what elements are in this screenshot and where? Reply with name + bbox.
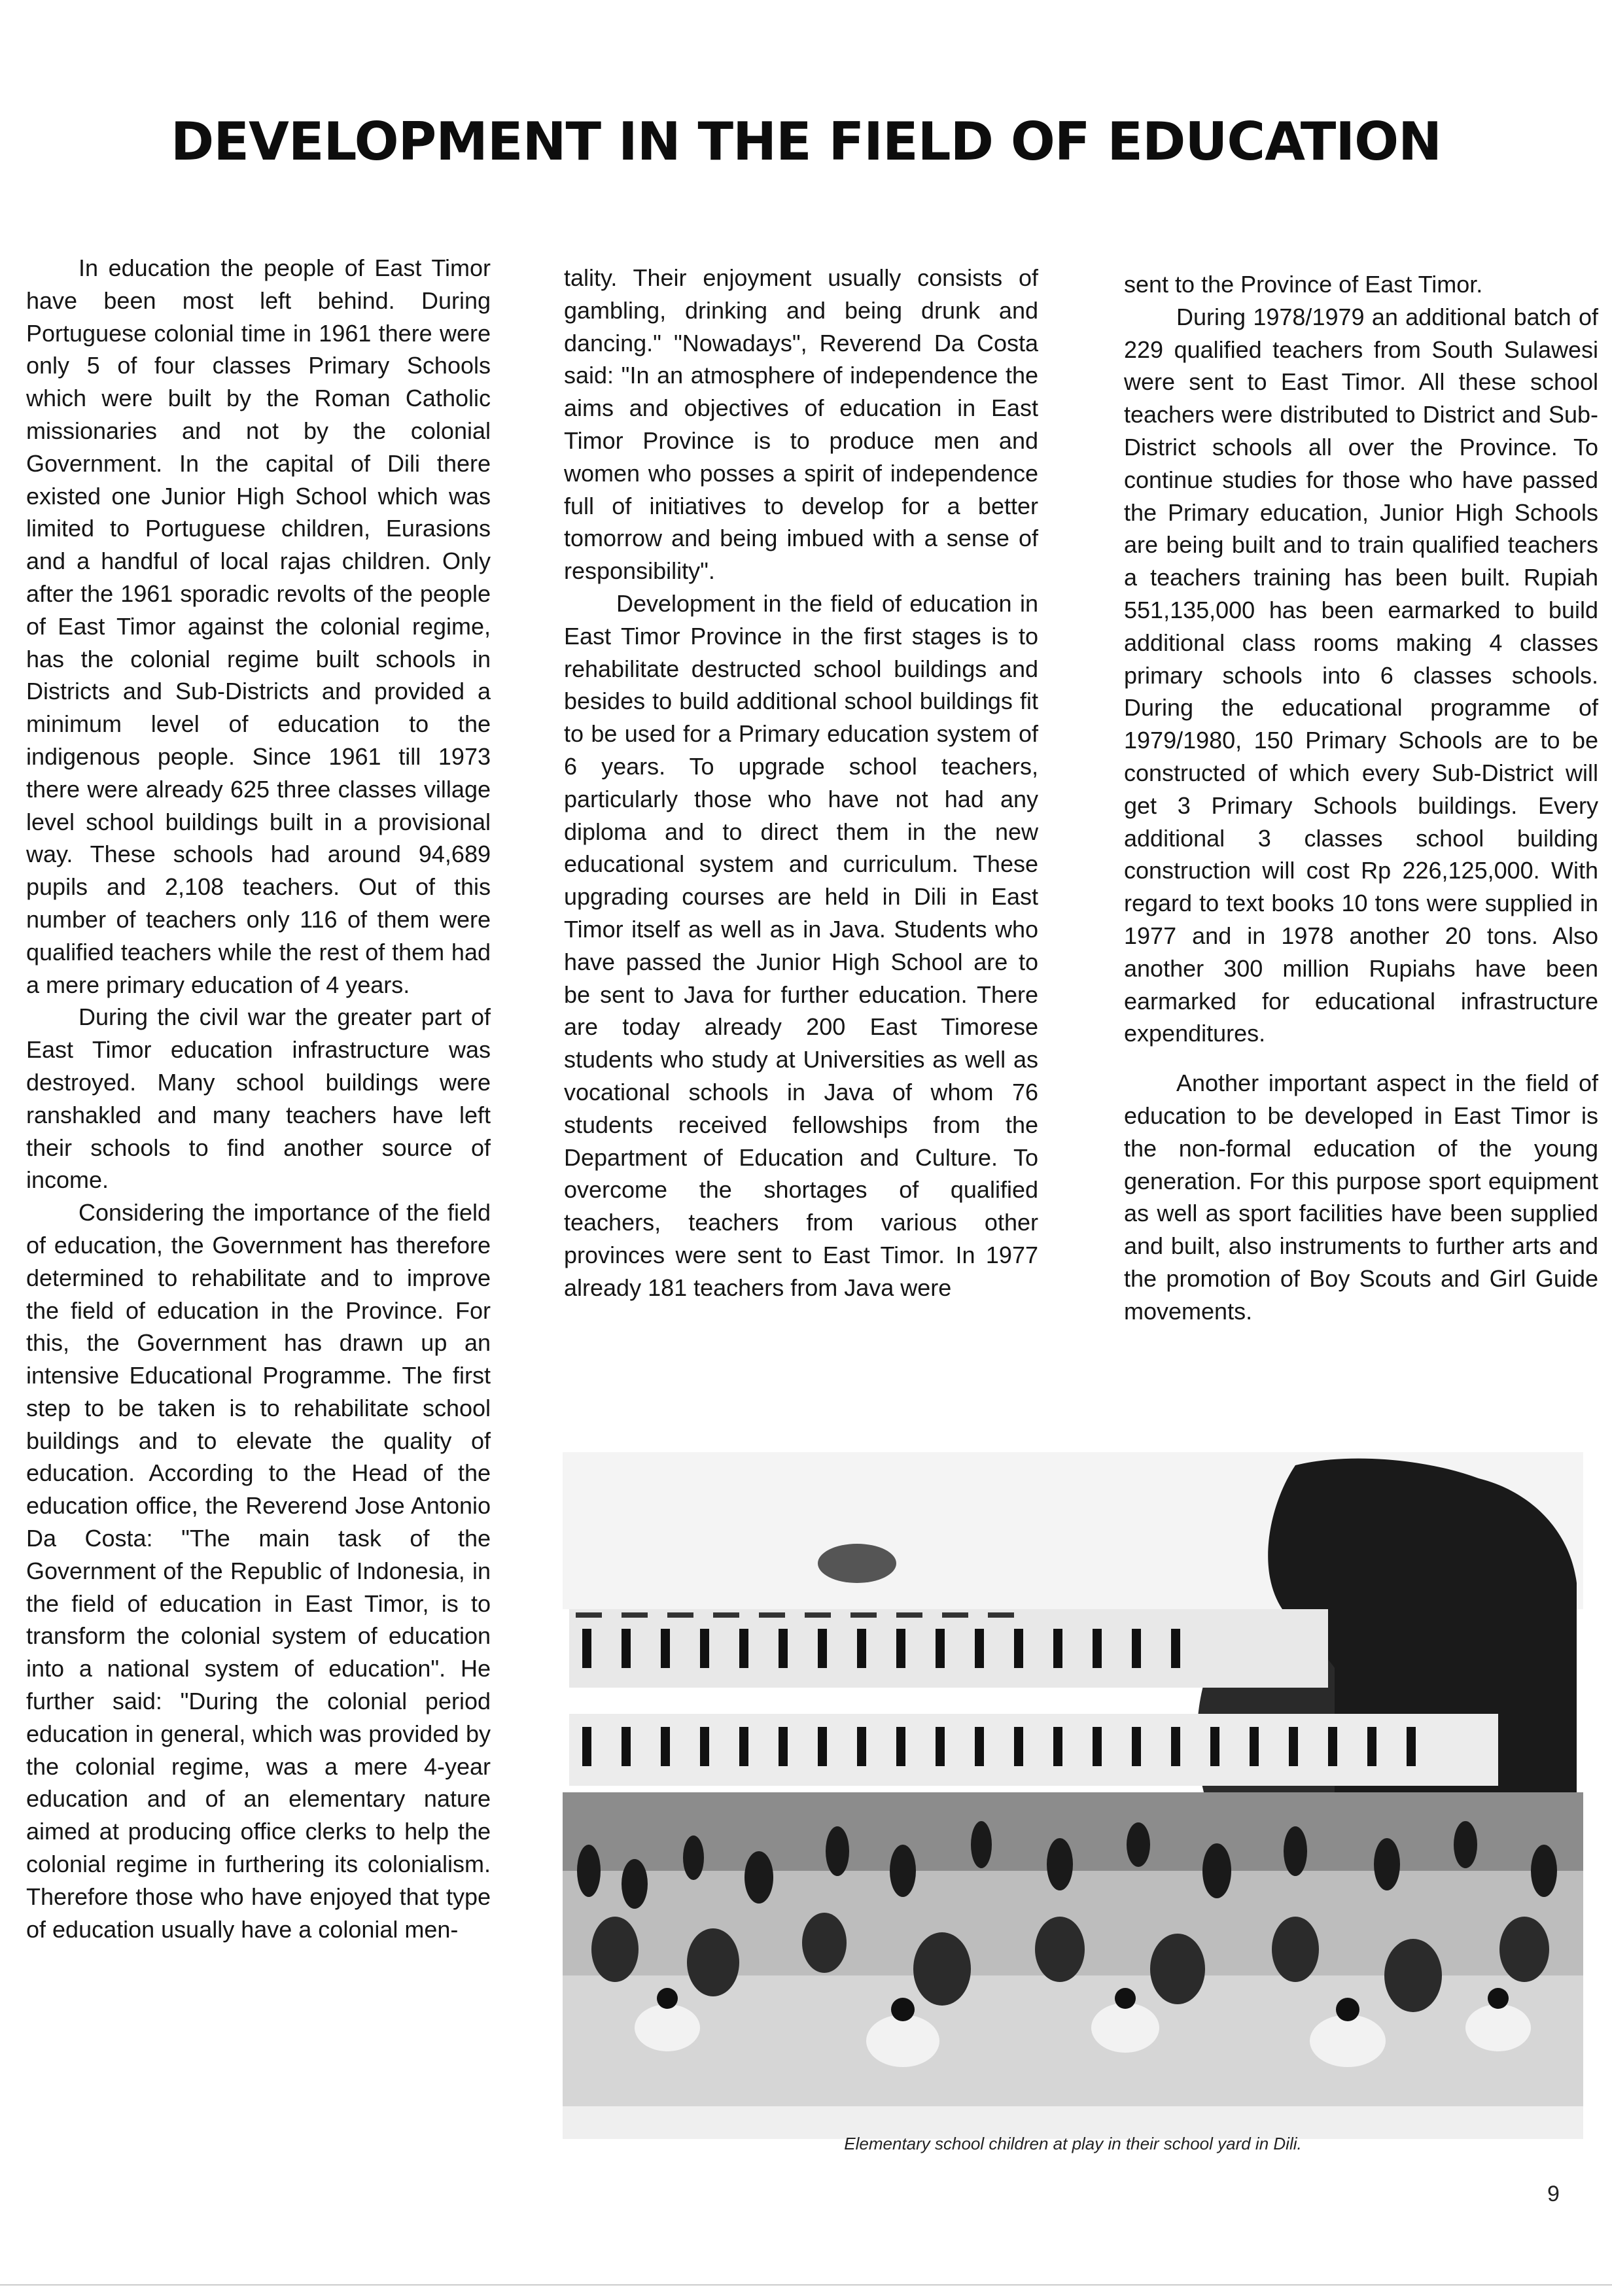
paragraph: Considering the importance of the field of education, the Government has therefore determined to rehabilitate and to improve the field of education in the Province. For this, the Government has drawn up an intensive Educational Programme. The first step to be taken is to rehabilitate school buildings and to elevate the quality of education. According to the Head of the education office, the Reverend Jose Antonio Da Costa: "The main task of the Government of the Republic of Indonesia, in the field of education in East Timor, is to transform the colonial system of education into a national system of education". He further said: "During the colonial period education in general, which was provided by the colonial regime, was a mere 4-year education and of an elementary nature aimed at producing office clerks to help the colonial regime in furthering its colonialism. Therefore those who have enjoyed that type of education usually have a colonial men- (26, 1199, 491, 1943)
text-column-3 (1124, 268, 1598, 1328)
text-column-2 (564, 262, 1038, 1304)
schoolyard-photo (563, 1452, 1583, 2139)
paragraph: During 1978/1979 an additional batch of 229 qualified teachers from South Sulawesi were sent to East Timor. All these school teachers were distributed to District and Sub-District schools all over the Province. To continue studies for those who have passed the Primary education, Junior High Schools are being built and to train qualified teachers a teachers training has been built. Rupiah 551,135,000 has been earmarked to build additional class rooms making 4 classes primary schools into 6 classes schools. During the educational programme of 1979/1980, 150 Primary Schools are to be constructed of which every Sub-District will get 3 Primary Schools buildings. Every additional 3 classes school building construction will cost Rp 226,125,000. With regard to text books 10 tons were supplied in 1977 and in 1978 another 20 tons. Also another 300 million Rupiahs have been earmarked for educational infrastructure expenditures. (1124, 303, 1598, 1047)
paragraph: tality. Their enjoyment usually consists of gambling, drinking and being drunk and dancing." "Nowadays", Reverend Da Costa said: "In an atmosphere of independence the aims and objectives of education in East Timor Province is to produce men and women who posses a spirit of independence full of initiatives to develop for a better tomorrow and being imbued with a sense of responsibility". (564, 264, 1038, 585)
article-title: DEVELOPMENT IN THE FIELD OF EDUCATION (170, 111, 1442, 172)
paragraph: sent to the Province of East Timor. (1124, 271, 1483, 298)
paragraph: During the civil war the greater part of East Timor education infrastructure was destroyed. Many school buildings were ranshakled and many teachers have left their schools to find another source of income. (26, 1003, 491, 1194)
paragraph: Development in the field of education in East Timor Province in the first stages is to rehabilitate destructed school buildings and besides to build additional school buildings fit to be used for a Primary education system of 6 years. To upgrade school teachers, particularly those who have not had any diploma and to direct them in the new educational system and curriculum. These upgrading courses are held in Dili in East Timor itself as well as in Java. Students who have passed the Junior High School are to be sent to Java for further education. There are today already 200 East Timorese students who study at Universities as well as vocational schools in Java of whom 76 students received fellowships from the Department of Education and Culture. To overcome the shortages of qualified teachers, teachers from various other provinces were sent to East Timor. In 1977 already 181 teachers from Java were (564, 589, 1038, 1301)
paragraph: Another important aspect in the field of education to be developed in East Timor is the non-formal education of the young generation. For this purpose sport equipment as well as sport facilities have been supplied and built, also instruments to further arts and the promotion of Boy Scouts and Girl Guide movements. (1124, 1070, 1598, 1325)
text-column-1 (26, 252, 491, 1945)
page-number: 9 (1547, 2182, 1560, 2206)
photo-caption: Elementary school children at play in their school yard in Dili. (844, 2134, 1302, 2153)
paragraph: In education the people of East Timor have been most left behind. During Portuguese colonial time in 1961 there were only 5 of four classes Primary Schools which were built by the Roman Catholic missionaries and not by the colonial Government. In the capital of Dili there existed one Junior High School which was limited to Portuguese children, Eurasions and a handful of local rajas children. Only after the 1961 sporadic revolts of the people of East Timor against the colonial regime, has the colonial regime built schools in Districts and Sub-Districts and provided a minimum level of education to the indigenous people. Since 1961 till 1973 there were already 625 three classes village level school buildings built in a provisional way. These schools had around 94,689 pupils and 2,108 teachers. Out of this number of teachers only 116 of them were qualified teachers while the rest of them had a mere primary education of 4 years. (26, 254, 491, 998)
bottom-rule (0, 2284, 1612, 2286)
